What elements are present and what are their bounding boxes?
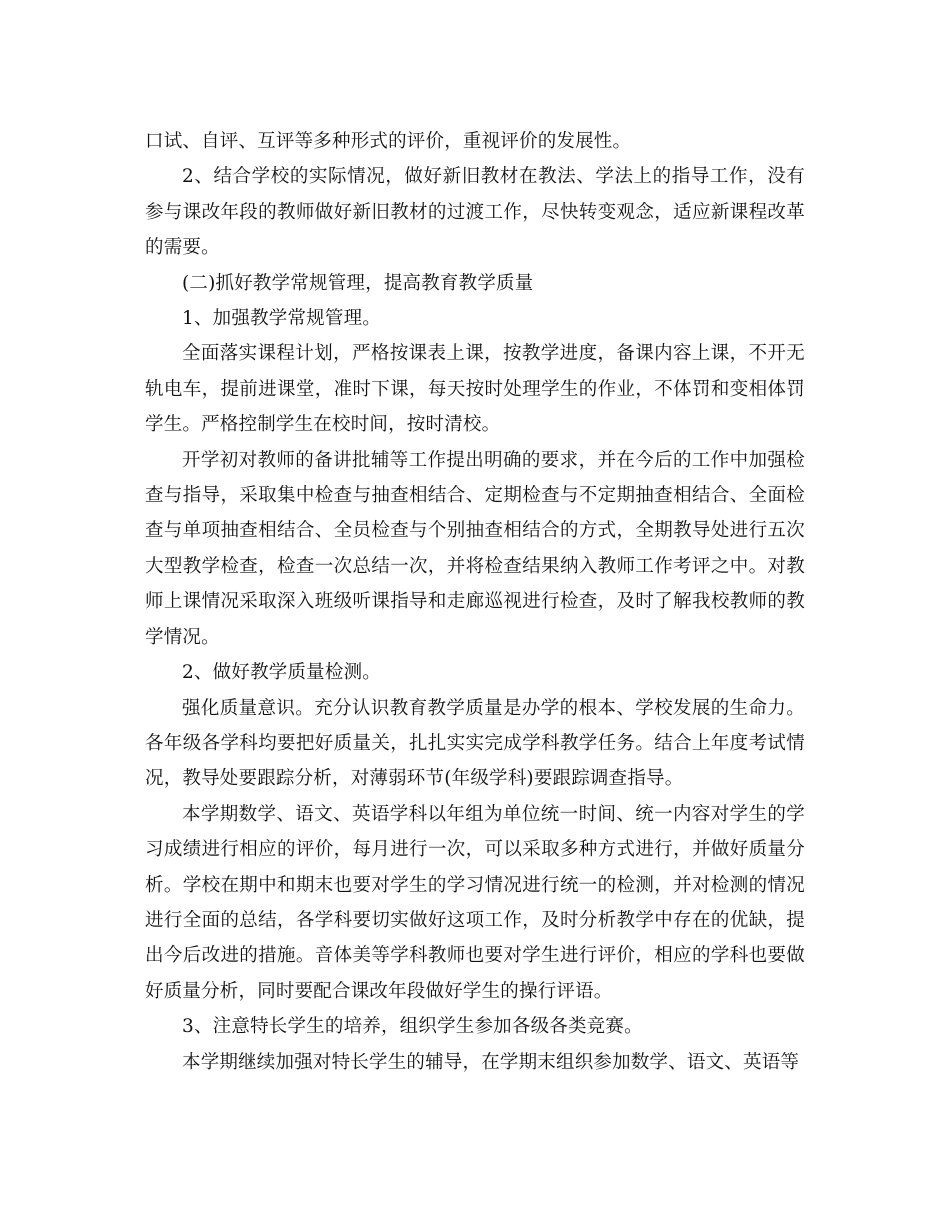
subheading-1: 1、加强教学常规管理。 xyxy=(182,308,381,330)
paragraph-5: 强化质量意识。充分认识教育教学质量是办学的根本、学校发展的生命力。各年级各学科均要把好质量关，扎扎实实完成学科教学任务。结合上年度考试情况，教导处要跟踪分析，对薄弱环节(年级学科)要跟踪调查指导。 xyxy=(145,697,805,790)
paragraph-7: 本学期继续加强对特长学生的辅导，在学期末组织参加数学、语文、英语等 xyxy=(182,1051,800,1073)
paragraph-4: 开学初对教师的备讲批辅等工作提出明确的要求，并在今后的工作中加强检查与指导，采取集中检查与抽查相结合、定期检查与不定期抽查相结合、全面检查与单项抽查相结合、全员检查与个别抽查相结合的方式，全期教导处进行五次大型教学检查，检查一次总结一次，并将检查结果纳入教师工作考评之中。对教师上课情况采取深入班级听课指导和走廊巡视进行检查，及时了解我校教师的教学情况。 xyxy=(145,449,805,648)
subheading-2: 2、做好教学质量检测。 xyxy=(182,662,381,684)
paragraph-2: 2、结合学校的实际情况，做好新旧教材在教法、学法上的指导工作，没有参与课改年段的教师做好新旧教材的过渡工作，尽快转变观念，适应新课程改革的需要。 xyxy=(145,166,805,259)
paragraph-6: 本学期数学、语文、英语学科以年组为单位统一时间、统一内容对学生的学习成绩进行相应的评价，每月进行一次，可以采取多种方式进行，并做好质量分析。学校在期中和期末也要对学生的学习情况进行统一的检测，并对检测的情况进行全面的总结，各学科要切实做好这项工作，及时分析教学中存在的优缺，提出今后改进的措施。音体美等学科教师也要对学生进行评价，相应的学科也要做好质量分析，同时要配合课改年段做好学生的操行评语。 xyxy=(145,803,805,1002)
paragraph-1: 口试、自评、互评等多种形式的评价，重视评价的发展性。 xyxy=(145,131,632,152)
section-heading: (二)抓好教学常规管理，提高教育教学质量 xyxy=(182,272,534,294)
paragraph-3: 全面落实课程计划，严格按课表上课，按教学进度，备课内容上课，不开无轨电车，提前进课堂，准时下课，每天按时处理学生的作业，不体罚和变相体罚学生。严格控制学生在校时间，按时清校。 xyxy=(145,343,805,436)
subheading-3: 3、注意特长学生的培养，组织学生参加各级各类竞赛。 xyxy=(182,1016,643,1038)
document-page xyxy=(145,124,805,1080)
